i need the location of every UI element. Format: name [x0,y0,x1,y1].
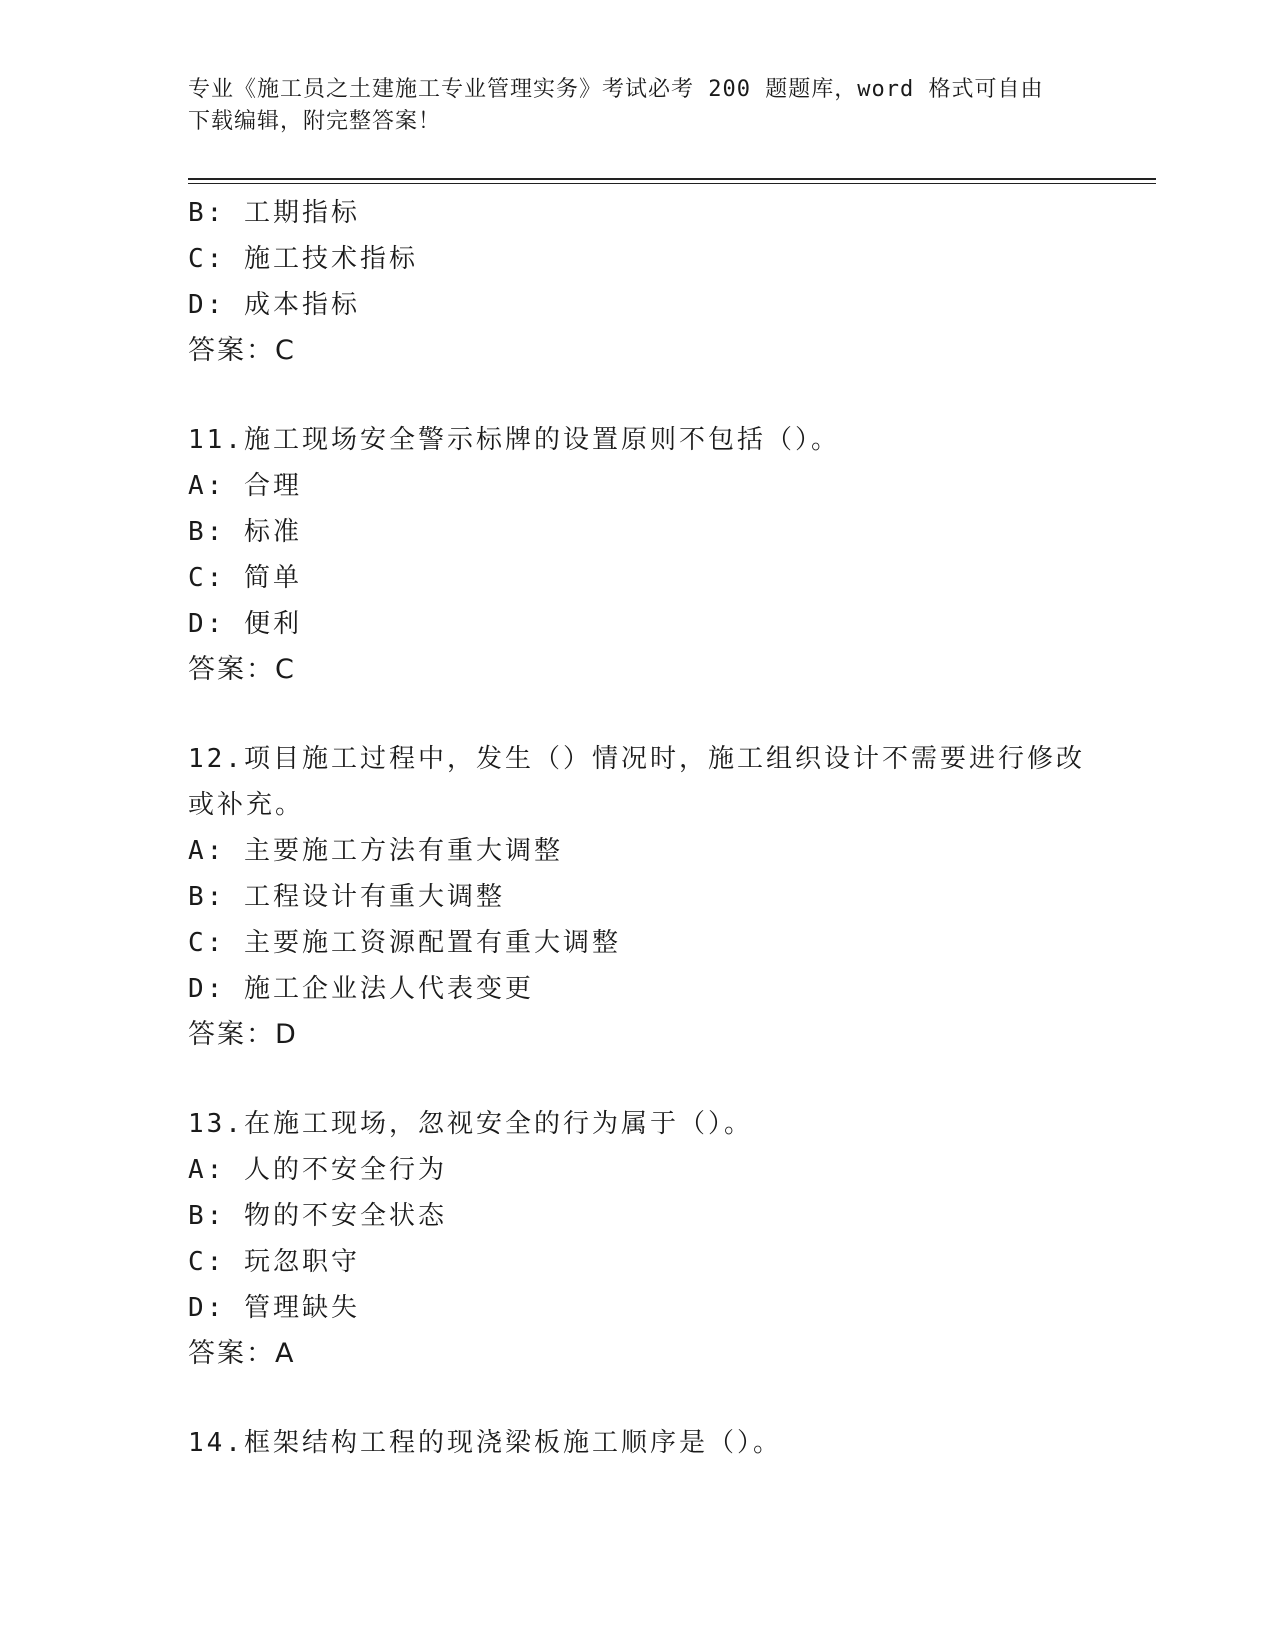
question-list [188,190,1088,1466]
header-line-1: 专业《施工员之土建施工专业管理实务》考试必考 200 题题库，word 格式可自由 [188,77,1044,102]
question-stem: 14.框架结构工程的现浇梁板施工顺序是（）。 [188,1428,782,1458]
option-c: C: 施工技术指标 [188,244,418,274]
option-d: D: 成本指标 [188,290,360,320]
document-header [188,74,1088,138]
header-rule-thin [188,183,1156,184]
option-a: A: 人的不安全行为 [188,1155,447,1185]
answer-line: 答案：D [188,1019,298,1050]
question-stem-line-2: 或补充。 [188,790,305,820]
option-b: B: 工程设计有重大调整 [188,882,505,912]
question-13 [188,1101,1088,1377]
answer-line: 答案：C [188,654,296,685]
question-14 [188,1420,1088,1466]
option-c: C: 简单 [188,563,302,593]
question-12 [188,736,1088,1058]
question-stem: 11.施工现场安全警示标牌的设置原则不包括（）。 [188,425,840,455]
option-d: D: 施工企业法人代表变更 [188,974,534,1004]
question-11 [188,417,1088,693]
question-stem: 13.在施工现场，忽视安全的行为属于（）。 [188,1109,753,1139]
answer-line: 答案：C [188,335,296,366]
option-b: B: 物的不安全状态 [188,1201,447,1231]
option-c: C: 主要施工资源配置有重大调整 [188,928,621,958]
question-continued [188,190,1088,374]
option-a: A: 主要施工方法有重大调整 [188,836,563,866]
question-stem-line-1: 12.项目施工过程中，发生（）情况时，施工组织设计不需要进行修改 [188,744,1085,774]
option-d: D: 便利 [188,609,302,639]
answer-line: 答案：A [188,1338,296,1369]
option-c: C: 玩忽职守 [188,1247,360,1277]
header-rule-thick [188,178,1156,180]
option-b: B: 工期指标 [188,198,360,228]
option-d: D: 管理缺失 [188,1293,360,1323]
option-b: B: 标准 [188,517,302,547]
option-a: A: 合理 [188,471,302,501]
header-line-2: 下载编辑，附完整答案！ [188,109,442,134]
